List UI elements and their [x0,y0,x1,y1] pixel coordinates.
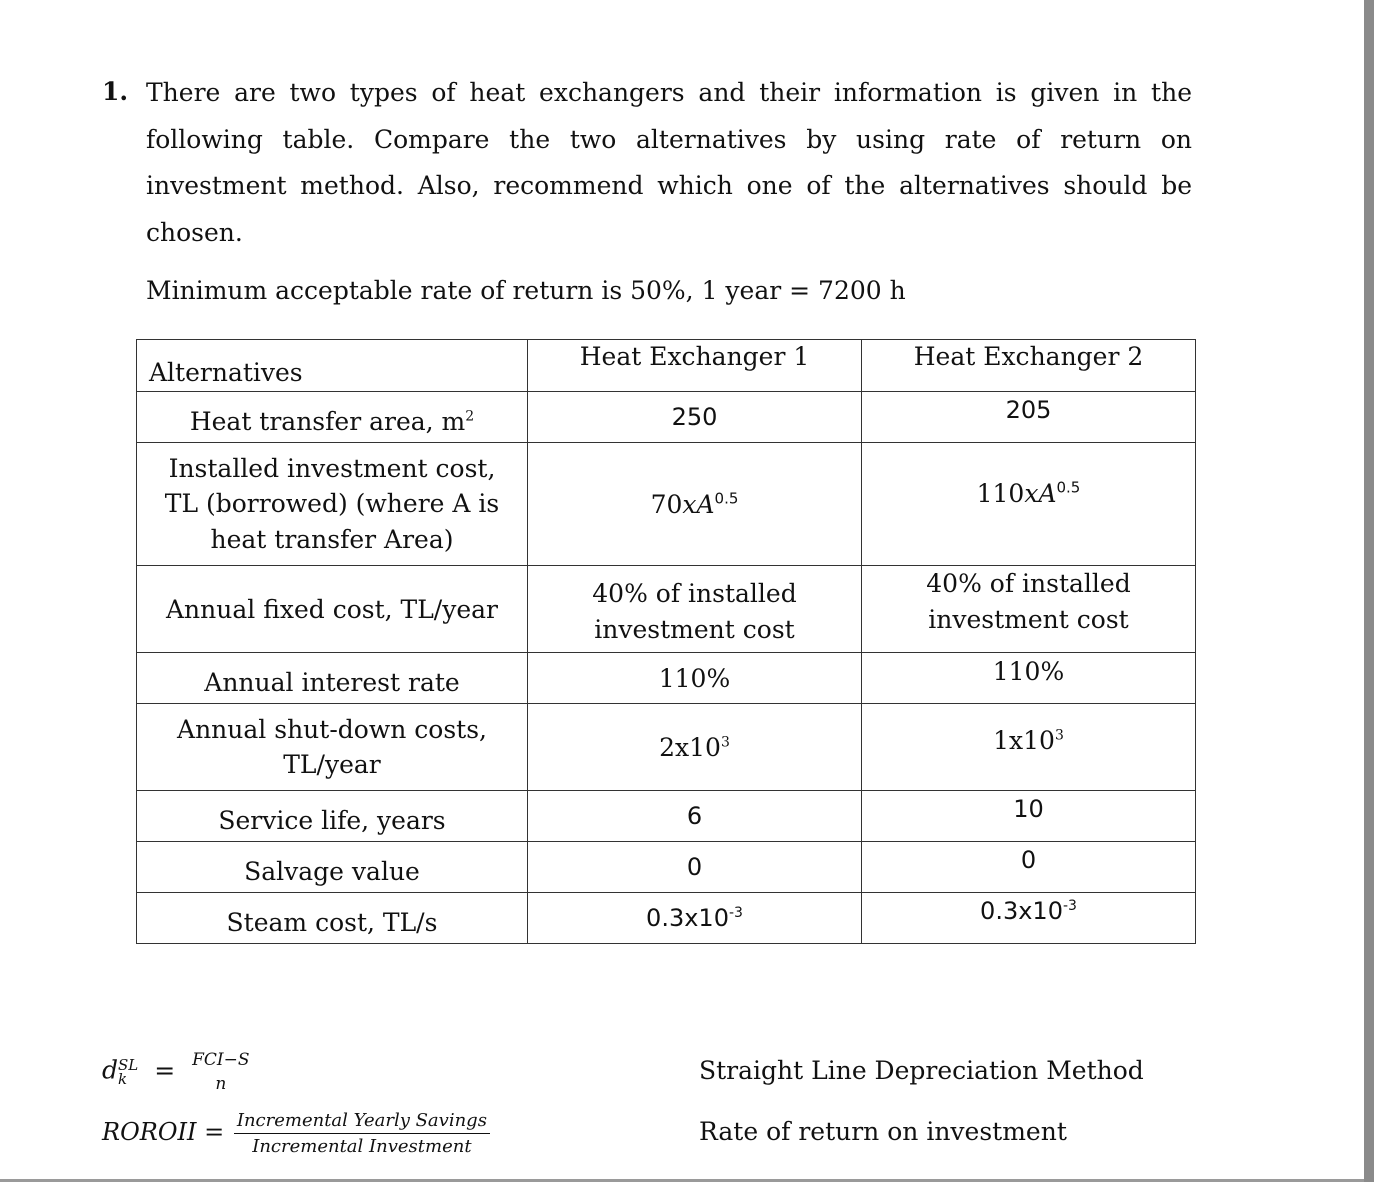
row-label-interest: Annual interest rate [137,653,528,704]
header-heat-exchanger-2: Heat Exchanger 2 [862,340,1196,392]
row-label-service-life: Service life, years [137,791,528,842]
row-label-steam-cost: Steam cost, TL/s [137,893,528,944]
cell-hx2-salvage: 0 [862,842,1196,893]
roroii-denominator: Incremental Investment [252,1136,472,1157]
roroii-numerator: Incremental Yearly Savings [234,1110,490,1134]
row-label-investment: Installed investment cost, TL (borrowed) (where A is heat transfer Area) [137,443,528,566]
cell-hx2-interest: 110% [862,653,1196,704]
cell-hx1-investment [528,443,862,566]
roroii-formula [102,1110,490,1157]
depreciation-formula [102,1050,253,1094]
hx2-shutdown-exponent: 3 [1054,727,1064,744]
hx1-steam-base: 0.3x10 [646,904,729,932]
hx1-investment-variable: xA [682,489,715,519]
question-text: There are two types of heat exchangers and their information is given in the following table. Compare the two alternatives by using rate of return on investment method. Also, recommend which one of the alternatives should be chosen. [146,78,1192,247]
hx2-investment-exponent: 0.5 [1056,478,1081,497]
hx2-steam-exponent: -3 [1062,898,1077,914]
cell-hx1-fixed-cost [528,566,862,653]
hx1-steam-exponent: -3 [728,905,743,921]
depreciation-numerator: FCI−S [192,1050,250,1070]
depreciation-description: Straight Line Depreciation Method [699,1056,1144,1085]
depreciation-fraction [189,1050,252,1094]
roroii-description: Rate of return on investment [699,1117,1067,1146]
table-header-row [137,340,1196,392]
hx2-investment-coefficient: 110 [976,478,1025,508]
hx1-investment-coefficient: 70 [650,489,683,519]
table-row-steam-cost [137,893,1196,944]
row-label-area [137,392,528,443]
cell-hx1-service-life: 6 [528,791,862,842]
cell-hx1-interest: 110% [528,653,862,704]
roroii-fraction [234,1110,490,1157]
table-row-investment [137,443,1196,566]
table-row-salvage [137,842,1196,893]
depreciation-subscript: k [118,1070,128,1088]
table-row-area [137,392,1196,443]
cell-hx1-salvage: 0 [528,842,862,893]
hx2-shutdown-base: 1x10 [993,725,1055,755]
table-row-shutdown [137,704,1196,791]
cell-hx2-area: 205 [862,392,1196,443]
cell-hx1-steam-cost [528,893,862,944]
depreciation-denominator: n [215,1074,227,1094]
table-row-interest [137,653,1196,704]
row-label-fixed-cost: Annual fixed cost, TL/year [137,566,528,653]
depreciation-superscript: SL [118,1056,139,1074]
cell-hx1-area: 250 [528,392,862,443]
cell-hx2-investment [862,443,1196,566]
cell-hx2-service-life: 10 [862,791,1196,842]
hx2-investment-variable: xA [1024,478,1057,508]
area-label-superscript: 2 [465,408,475,425]
cell-hx2-steam-cost [862,893,1196,944]
heat-exchanger-table [136,339,1196,944]
hx2-fixed-cost-line2: investment cost [928,605,1129,634]
cell-hx2-fixed-cost [862,566,1196,653]
depreciation-indices [118,1058,138,1086]
question-number: 1. [102,77,129,106]
roroii-equals: = [204,1118,225,1146]
hx1-investment-exponent: 0.5 [714,489,739,508]
row-label-shutdown: Annual shut-down costs, TL/year [137,704,528,791]
cell-hx1-shutdown [528,704,862,791]
row-label-salvage: Salvage value [137,842,528,893]
table-row-service-life [137,791,1196,842]
hx1-fixed-cost-line2: investment cost [594,615,795,644]
area-label-text: Heat transfer area, m [189,406,466,436]
hx2-steam-base: 0.3x10 [980,897,1063,925]
header-alternatives: Alternatives [137,340,528,392]
page-edge-bar [1364,0,1374,1182]
cell-hx2-shutdown [862,704,1196,791]
header-heat-exchanger-1: Heat Exchanger 1 [528,340,862,392]
hx1-fixed-cost-line1: 40% of installed [592,579,797,608]
roroii-variable: ROROII [102,1118,197,1146]
hx1-shutdown-base: 2x10 [659,732,721,762]
table-row-fixed-cost [137,566,1196,653]
hx2-fixed-cost-line1: 40% of installed [926,569,1131,598]
formula-section [102,1040,1202,1170]
hx1-shutdown-exponent: 3 [720,734,730,751]
minimum-rate-statement: Minimum acceptable rate of return is 50%, 1 year = 7200 h [146,276,906,305]
depreciation-variable: d [102,1055,119,1085]
depreciation-equals: = [154,1055,176,1085]
